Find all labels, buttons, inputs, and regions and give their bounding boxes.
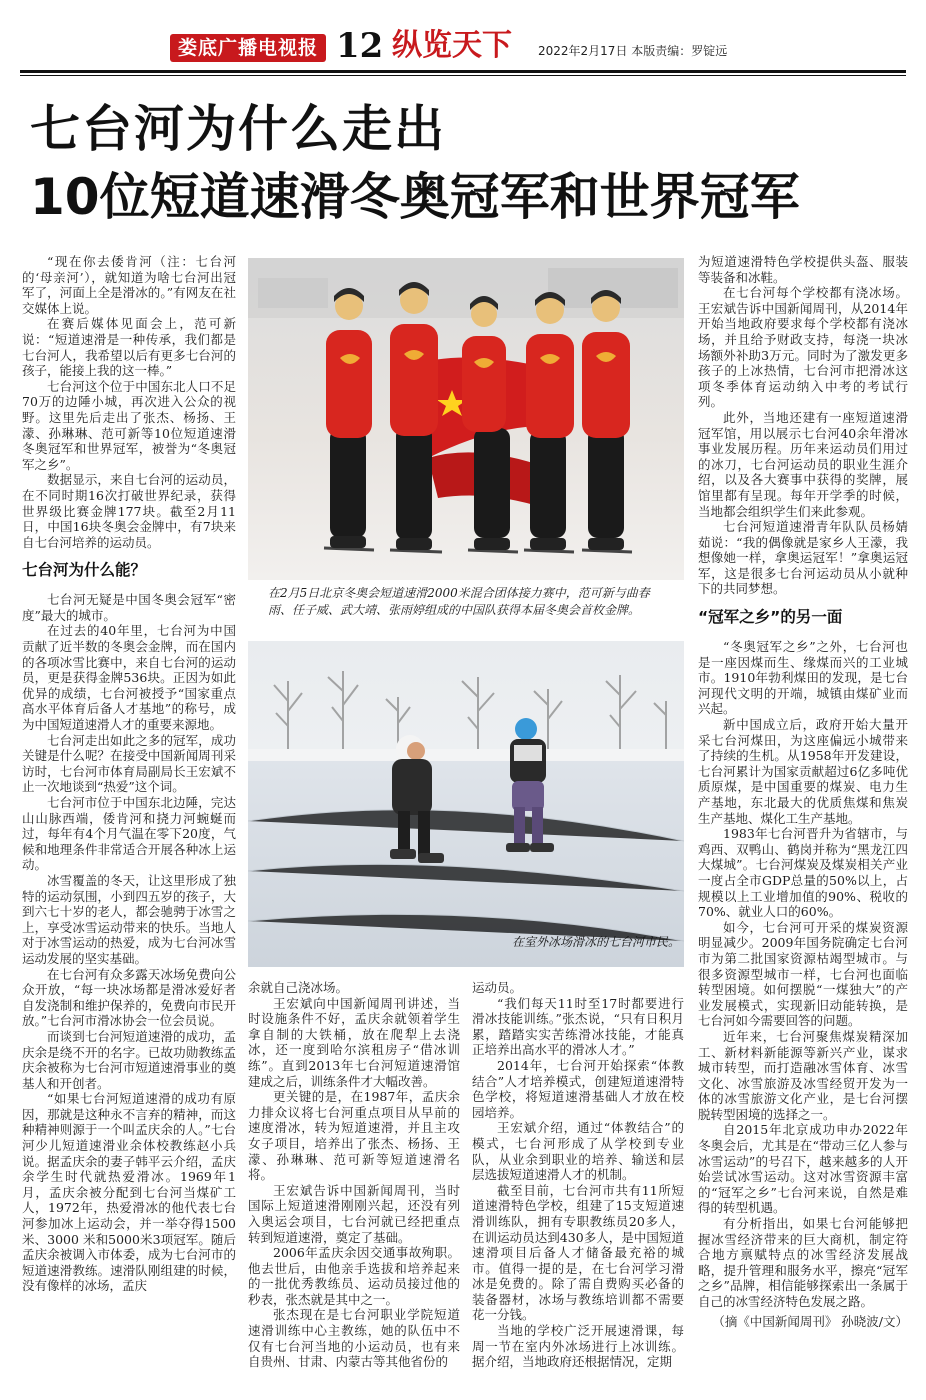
paragraph: 七台河无疑是中国冬奥会冠军“密度”最大的城市。 [22,592,236,623]
paragraph: 2006年孟庆余因交通事故殉职。他去世后，由他亲手选拔和培养起来的一批优秀教练员、运动员接过他的秒表，张杰就是其中之一。 [248,1245,460,1307]
paragraph: 此外，当地还建有一座短道速滑冠军馆，用以展示七台河40余年滑冰事业发展历程。历年来运动员们用过的冰刀，七台河运动员的职业生涯介绍，以及各大赛事中获得的奖牌，展馆里都有呈现。每年开学季的时候，当地都会组织学生们来此参观。 [698,409,908,519]
paragraph: “现在你去倭肯河（注：七台河的‘母亲河’），就知道为啥七台河出冠军了，河面上全是滑冰的。”有网友在社交媒体上说。 [22,254,236,316]
article-column-3 [472,980,684,1394]
paragraph: “冬奥冠军之乡”之外，七台河也是一座因煤而生、缘煤而兴的工业城市。1910年勃利煤田的发现，是七台河现代文明的开端，城镇由煤矿业而兴起。 [698,639,908,717]
paragraph: 自2015年北京成功申办2022年冬奥会后，尤其是在“带动三亿人参与冰雪运动”的号召下，越来越多的人开始尝试冰雪运动。这对冰雪资源丰富的“冠军之乡”七台河来说，自然是难得的转型机遇。 [698,1122,908,1216]
headline-line-1: 七台河为什么走出 [30,100,446,158]
photo-outdoor-rink [248,641,684,967]
paragraph: 余就自己浇冰场。 [248,980,349,995]
paragraph: 在七台河每个学校都有浇冰场。王宏斌告诉中国新闻周刊，从2014年开始当地政府要求每个学校都有浇冰场，并且给予财政支持，每浇一块冰场额外补助3万元。同时为了激发更多孩子的上冰热情，七台河市把滑冰这项冬季体育运动纳入中考的考试行列。 [698,285,908,410]
paragraph: 当地的学校广泛开展速滑课，每周一节在室内外冰场进行上冰训练。据介绍，当地政府还根据情况，定期 [472,1323,684,1370]
paragraph: 数据显示，来自七台河的运动员，在不同时期16次打破世界纪录，获得世界级比赛金牌177块。截至2月11日，中国16块冬奥会金牌中，有7块来自七台河培养的运动员。 [22,472,236,550]
paragraph: 运动员。 [472,980,523,995]
masthead-rule-thick [20,70,906,73]
paragraph: 七台河市位于中国东北边陲，完达山山脉西端，倭肯河和挠力河蜿蜒而过，每年有4个月气温在零下20度，气候和地理条件非常适合开展各种冰上运动。 [22,795,236,873]
paragraph: 截至目前，七台河市共有11所短道速滑特色学校，组建了15支短道速滑训练队，拥有专职教练员20多人，在训运动员达到430多人，是中国短道速滑项目后备人才储备最充裕的城市。值得一提的是，在七台河学习滑冰是免费的。除了需自费购买必备的装备器材，冰场与教练培训都不需要花一分钱。 [472,1182,684,1323]
subheading-other-side: “冠军之乡”的另一面 [698,608,843,627]
paragraph: 七台河这个位于中国东北人口不足70万的边陲小城，再次进入公众的视野。这里先后走出了张杰、杨扬、王濛、孙琳琳、范可新等10位短道速滑冬奥冠军和世界冠军，被誉为“冬奥冠军之乡”。 [22,378,236,472]
date-editor-line: 2022年2月17日 本版责编：罗锭远 [538,44,728,58]
article-column-2 [248,980,460,1394]
paragraph: 七台河短道速滑青年队队员杨婧茹说：“我的偶像就是家乡人王濛，我想像她一样，拿奥运冠军！”拿奥运冠军，这是很多七台河运动员从小就种下的共同梦想。 [698,519,908,597]
paragraph: 新中国成立后，政府开始大量开采七台河煤田，为这座偏远小城带来了持续的生机。从1958年开发建设，七台河累计为国家贡献超过6亿多吨优质原煤，是中国重要的煤炭、电力生产基地，东北最大的优质焦煤和焦炭生产基地、煤化工生产基地。 [698,717,908,826]
paragraph: 在过去的40年里，七台河为中国贡献了近半数的冬奥会金牌，而在国内的各项冰雪比赛中，来自七台河的运动员，更是获得金牌536块。正因为如此优异的成绩，七台河被授予“国家重点高水平体育后备人才基地”的称号，成为中国短道速滑人才的重要来源地。 [22,623,236,733]
paragraph: 而谈到七台河短道速滑的成功，孟庆余是绕不开的名字。已故功勋教练孟庆余被称为七台河市短道速滑事业的奠基人和开创者。 [22,1028,236,1091]
subheading-why: 七台河为什么能？ [22,561,147,580]
paragraph: 1983年七台河晋升为省辖市，与鸡西、双鸭山、鹤岗并称为“黑龙江四大煤城”。七台河煤炭及煤炭相关产业一度占全市GDP总量的50%以上，占规模以上工业增加值的90%、税收的70%、就业人口的60%。 [698,826,908,920]
masthead [0,0,926,72]
paragraph: 更关键的是，在1987年，孟庆余力排众议将七台河重点项目从早前的速度滑冰，转为短道速滑，并且主攻女子项目，培养出了张杰、杨扬、王濛、孙琳琳、范可新等短道速滑名将。 [248,1089,460,1183]
paragraph: “如果七台河短道速滑的成功有原因，那就是这种永不言弃的精神，而这种精神则源于一个叫孟庆余的人。”七台河少儿短道速滑业余体校教练赵小兵说。据孟庆余的妻子韩平云介绍，孟庆余学生时代就热爱滑冰。1969年1月，孟庆余被分配到七台河当煤矿工人，1972年，热爱滑冰的他代表七台河参加冰上运动会，并一举夺得1500米、3000 米和5000米3项冠军。随后孟庆余被调入市体委，成为七台河市的短道速滑教练。速滑队刚组建的时候，没有像样的冰场，孟庆 [22,1091,236,1294]
photo-skaters-with-flag [248,258,684,580]
section-title: 纵览天下 [392,28,512,63]
paragraph: 在赛后媒体见面会上，范可新说：“短道速滑是一种传承，我们都是七台河人，我希望以后有更多七台河的孩子，能接上我的这一棒。” [22,316,236,379]
photo-caption-2: 在室外冰场滑冰的七台河市民。 [511,935,680,949]
paragraph: 近年来，七台河聚焦煤炭精深加工、新材料新能源等新兴产业，谋求城市转型，而打造融冰雪体育、冰雪文化、冰雪旅游及冰雪经贸开发为一体的冰雪旅游文化产业，是七台河摆脱转型困境的选择之一。 [698,1028,908,1122]
paragraph: 七台河走出如此之多的冠军，成功关键是什么呢？在接受中国新闻周刊采访时，七台河市体育局副局长王宏斌不止一次地谈到“热爱”这个词。 [22,732,236,795]
logo-text: 娄底广播电视报 [177,37,318,59]
article-byline: （摘《中国新闻周刊》 孙晓波/文） [712,1313,908,1329]
photo-caption-1: 在2月5日北京冬奥会短道速滑2000米混合团体接力赛中，范可新与曲春雨、任子威、武大靖、张雨婷组成的中国队获得本届冬奥会首枚金牌。 [268,586,650,617]
newspaper-logo [170,34,326,62]
article-column-1 [22,254,236,1394]
paragraph: 在七台河有众多露天冰场免费向公众开放，“每一块冰场都是滑冰爱好者自发浇制和维护保养的，免费向市民开放。”七台河市滑冰协会一位会员说。 [22,966,236,1029]
masthead-rule-thin [20,75,906,76]
paragraph: “我们每天11时至17时都要进行滑冰技能训练。”张杰说，“只有日积月累，踏踏实实苦练滑冰技能，才能真正培养出高水平的滑冰人才。” [472,995,684,1058]
paragraph: 王宏斌介绍，通过“体教结合”的模式，七台河形成了从学校到专业队，从业余到职业的培养、输送和层层选拔短道速滑人才的机制。 [472,1120,684,1183]
article-column-4 [698,254,908,1394]
paragraph: 如今，七台河可开采的煤炭资源明显减少。2009年国务院确定七台河市为第二批国家资源枯竭型城市。与很多资源型城市一样，七台河也面临转型困境。如何摆脱“一煤独大”的产业发展模式，实现新旧动能转换，是七台河如今需要回答的问题。 [698,919,908,1029]
headline-line-2: 10位短道速滑冬奥冠军和世界冠军 [30,168,800,226]
paragraph: 冰雪覆盖的冬天，让这里形成了独特的运动氛围，小到四五岁的孩子，大到六七十岁的老人，都会驰骋于冰雪之上，享受冰雪运动带来的快乐。当地人对于冰雪运动的热爱，成为七台河冰雪运动发展的坚实基础。 [22,872,236,966]
paragraph: 2014年，七台河开始探索“体教结合”人才培养模式，创建短道速滑特色学校，将短道速滑基础人才放在校园培养。 [472,1057,684,1120]
paragraph: 有分析指出，如果七台河能够把握冰雪经济带来的巨大商机，制定符合地方禀赋特点的冰雪经济发展战略，提升管理和服务水平，擦亮“冠军之乡”品牌，相信能够探索出一条属于自己的冰雪经济特色发展之路。 [698,1216,908,1309]
paragraph: 王宏斌告诉中国新闻周刊，当时国际上短道速滑刚刚兴起，还没有列入奥运会项目，七台河就已经把重点转到短道速滑，奠定了基础。 [248,1182,460,1245]
paragraph: 为短道速滑特色学校提供头盔、服装等装备和冰鞋。 [698,254,908,285]
paragraph: 王宏斌向中国新闻周刊讲述，当时设施条件不好，孟庆余就领着学生拿自制的大铁桶，放在爬犁上去浇冰，还一度到哈尔滨租房子“借冰训练”。直到2013年七台河短道速滑馆建成之后，训练条件才大幅改善。 [248,995,460,1089]
paragraph: 张杰现在是七台河职业学院短道速滑训练中心主教练，她的队伍中不仅有七台河当地的小运动员，也有来自贵州、甘肃、内蒙古等其他省份的 [248,1307,460,1370]
page-number: 12 [336,26,384,66]
